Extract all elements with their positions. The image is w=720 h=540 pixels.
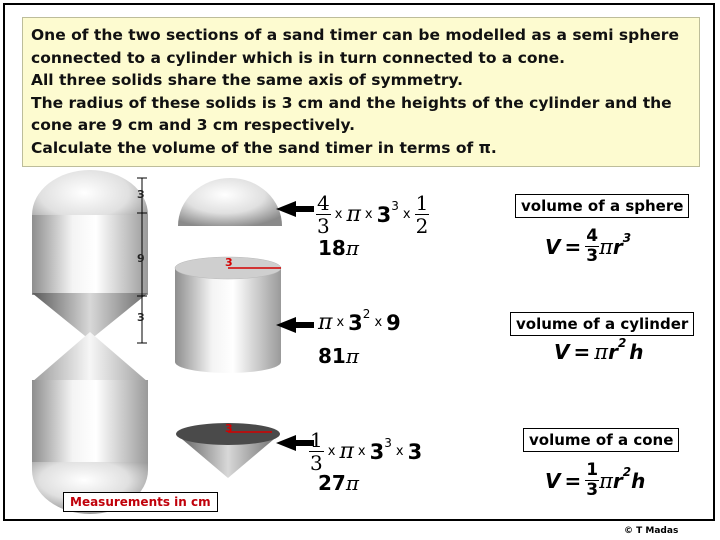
cylinder-formula bbox=[554, 336, 644, 364]
fraction-denominator: 3 bbox=[310, 451, 323, 475]
exponent: 2 bbox=[617, 336, 627, 350]
fraction-numerator: 1 bbox=[415, 191, 429, 215]
times-sign: x bbox=[327, 444, 336, 459]
radius-symbol: r bbox=[612, 234, 623, 259]
exponent: 3 bbox=[622, 230, 632, 245]
hemisphere-calculation bbox=[316, 193, 429, 236]
pi-symbol: π bbox=[345, 471, 359, 495]
radius-label-bottom: 3 bbox=[225, 422, 233, 435]
result-number: 81 bbox=[318, 344, 346, 368]
equals-sign: = bbox=[573, 340, 591, 364]
radius-symbol: r bbox=[612, 468, 623, 493]
times-sign: x bbox=[336, 315, 345, 330]
cylinder-calculation bbox=[318, 306, 401, 335]
pi-symbol: π bbox=[599, 468, 613, 493]
result-number: 27 bbox=[318, 471, 346, 495]
sand-timer-shape bbox=[32, 170, 148, 514]
cone-calculation bbox=[309, 430, 422, 473]
fraction-denominator: 2 bbox=[415, 214, 429, 238]
problem-line: cone are 9 cm and 3 cm respectively. bbox=[31, 116, 356, 134]
fraction-numerator: 4 bbox=[317, 191, 330, 215]
exponent: 3 bbox=[384, 435, 392, 450]
equals-sign: = bbox=[564, 468, 582, 493]
exponent: 3 bbox=[391, 198, 399, 213]
volume-symbol: V bbox=[554, 340, 570, 364]
height-symbol: h bbox=[631, 468, 646, 493]
hemisphere-height-label: 3 bbox=[137, 188, 145, 201]
times-sign: x bbox=[357, 444, 366, 459]
fraction-denominator: 3 bbox=[586, 246, 599, 266]
pi-symbol: π bbox=[345, 344, 359, 368]
problem-line: Calculate the volume of the sand timer in terms of π. bbox=[31, 138, 497, 157]
times-sign: x bbox=[395, 444, 404, 459]
problem-line: The radius of these solids is 3 cm and the heights of the cylinder and the bbox=[31, 93, 672, 112]
fraction-numerator: 1 bbox=[310, 428, 323, 452]
pi-symbol: π bbox=[594, 340, 609, 364]
radius-value: 3 bbox=[376, 202, 392, 227]
pi-symbol: π bbox=[339, 439, 354, 464]
times-sign: x bbox=[334, 207, 343, 222]
cone-formula bbox=[545, 462, 645, 499]
units-label: Measurements in cm bbox=[63, 492, 218, 512]
radius-value: 3 bbox=[369, 439, 385, 464]
fraction-denominator: 3 bbox=[586, 480, 599, 500]
times-sign: x bbox=[364, 207, 373, 222]
arrows bbox=[276, 201, 314, 451]
cone-formula-label: volume of a cone bbox=[523, 428, 679, 452]
radius-symbol: r bbox=[608, 340, 618, 364]
problem-line: All three solids share the same axis of symmetry. bbox=[31, 71, 464, 89]
volume-symbol: V bbox=[545, 234, 561, 259]
hemisphere-shape bbox=[178, 178, 282, 226]
height-value: 3 bbox=[407, 439, 423, 464]
exponent: 2 bbox=[362, 306, 371, 321]
times-sign: x bbox=[402, 207, 411, 222]
equals-sign: = bbox=[564, 234, 582, 259]
result-number: 18 bbox=[318, 236, 346, 260]
height-value: 9 bbox=[386, 310, 401, 335]
fraction-denominator: 3 bbox=[317, 214, 330, 238]
credit-text: © T Madas bbox=[624, 526, 679, 536]
problem-line: One of the two sections of a sand timer can be modelled as a semi sphere bbox=[31, 26, 679, 44]
problem-line: connected to a cylinder which is in turn connected to a cone. bbox=[31, 48, 566, 67]
cone-height-label: 3 bbox=[137, 311, 145, 324]
cylinder-shape bbox=[175, 257, 281, 373]
times-sign: x bbox=[374, 315, 383, 330]
cone-result bbox=[318, 471, 359, 495]
height-symbol: h bbox=[629, 340, 644, 364]
sphere-formula bbox=[545, 228, 631, 265]
fraction-numerator: 4 bbox=[586, 226, 599, 246]
pi-symbol: π bbox=[318, 310, 333, 335]
sphere-formula-label: volume of a sphere bbox=[515, 194, 689, 218]
fraction-numerator: 1 bbox=[586, 460, 599, 480]
pi-symbol: π bbox=[345, 236, 359, 260]
hemisphere-result bbox=[318, 236, 359, 260]
radius-label-top: 3 bbox=[225, 256, 233, 269]
pi-symbol: π bbox=[599, 234, 613, 259]
cylinder-formula-label: volume of a cylinder bbox=[510, 312, 694, 336]
cylinder-result bbox=[318, 344, 359, 368]
radius-value: 3 bbox=[348, 310, 363, 335]
cylinder-height-label: 9 bbox=[137, 252, 145, 265]
volume-symbol: V bbox=[545, 468, 561, 493]
pi-symbol: π bbox=[346, 202, 361, 227]
exponent: 2 bbox=[622, 464, 632, 479]
